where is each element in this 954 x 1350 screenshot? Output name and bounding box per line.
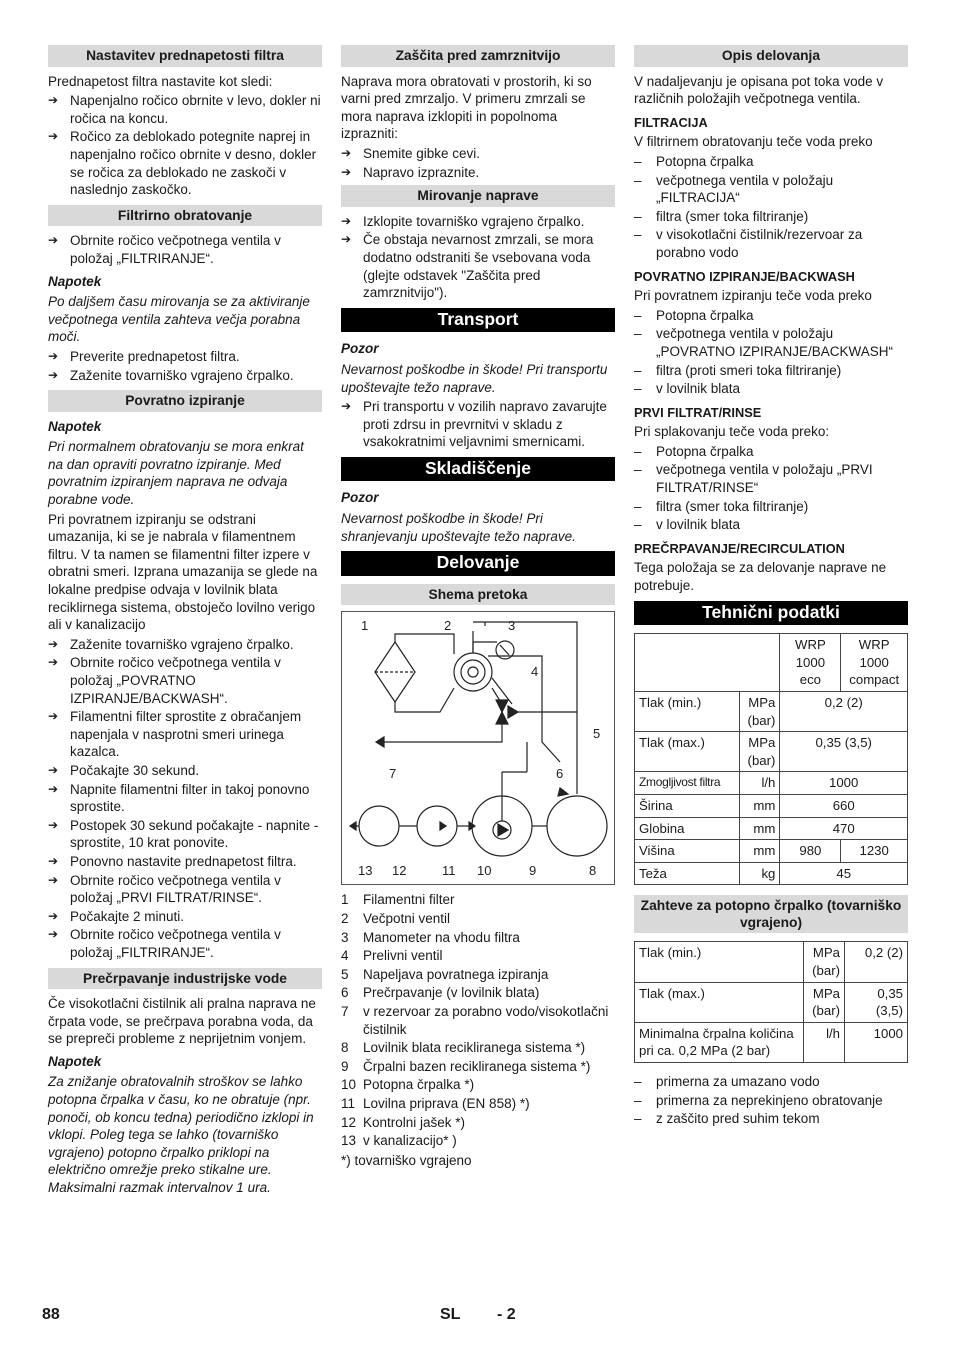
flow-diagram <box>341 611 615 885</box>
legend-item: 3 Manometer na vhodu filtra <box>341 929 520 945</box>
dash-item: – v lovilnik blata <box>634 380 908 398</box>
table-row <box>635 942 908 982</box>
note-label: Napotek <box>48 418 102 434</box>
step-item: ➔ Napravo izpraznite. <box>341 164 615 182</box>
dash-item: – filtra (proti smeri toka filtriranje) <box>634 362 908 380</box>
table-row <box>635 794 908 817</box>
note-text: Pri normalnem obratovanju se mora enkrat na dan opraviti povratno izpiranje. Med povratnim izpiranjem naprava ne odvaja porabne vode. <box>48 439 304 508</box>
dash-list <box>634 443 908 534</box>
step-item: ➔ Obrnite ročico večpotnega ventila v položaj „FILTRIRANJE“. <box>48 232 322 267</box>
subheading-filtration: FILTRACIJA <box>634 114 708 130</box>
section-title-frost-protection: Zaščita pred zamrznitvijo <box>341 45 615 67</box>
step-list <box>48 232 322 267</box>
legend-item: 7 v rezervoar za porabno vodo/visokotlačni čistilnik <box>341 1004 609 1037</box>
page-subnumber: - 2 <box>497 1306 516 1323</box>
step-item: ➔ Počakajte 30 sekund. <box>48 762 322 780</box>
tank-8 <box>547 796 607 856</box>
table-row <box>635 840 908 863</box>
step-item: ➔ Ročico za deblokado potegnite naprej in napenjalno ročico obrnite v desno, dokler se ročica za deblokado ne zaskoči v naslednjo zaskočko. <box>48 128 322 198</box>
table-cell: mm <box>740 817 780 840</box>
subheading-backwash: POVRATNO IZPIRANJE/BACKWASH <box>634 268 855 284</box>
diagram-legend <box>341 891 615 1149</box>
step-item: ➔ Počakajte 2 minuti. <box>48 908 322 926</box>
legend-item: 8 Lovilnik blata recikliranega sistema *) <box>341 1040 586 1056</box>
diagram-number: 3 <box>508 618 516 634</box>
tank-13 <box>359 806 399 846</box>
chapter-title-storage: Skladiščenje <box>341 457 615 482</box>
table-cell: l/h <box>740 772 780 795</box>
legend-item: 13 v kanalizacijo* ) <box>341 1133 457 1149</box>
dash-item: – v visokotlačni čistilnik/rezervoar za porabno vodo <box>634 226 908 261</box>
dash-list <box>634 153 908 262</box>
table-cell: l/h <box>804 1022 845 1062</box>
dash-item: – Potopna črpalka <box>634 307 908 325</box>
diagram-number: 8 <box>589 863 597 879</box>
table-cell: Teža <box>635 862 740 885</box>
step-item: ➔ Napenjalno ročico obrnite v levo, dokler ni ročica na koncu. <box>48 92 322 127</box>
dash-list <box>634 1073 908 1128</box>
table-cell: Globina <box>635 817 740 840</box>
language-code: SL <box>440 1306 461 1323</box>
table-cell: Minimalna črpalna količina pri ca. 0,2 MPa (2 bar) <box>635 1022 804 1062</box>
dash-list <box>634 307 908 398</box>
diagram-number: 13 <box>358 863 373 879</box>
table-cell: 0,35 (3,5) <box>780 732 908 772</box>
paragraph: Tega položaja se za delovanje naprave ne potrebuje. <box>634 560 887 594</box>
table-cell: MPa (bar) <box>804 982 845 1022</box>
note-label: Napotek <box>48 273 102 289</box>
table-row <box>635 692 908 732</box>
section-title-filter-operation: Filtrirno obratovanje <box>48 205 322 227</box>
dash-item: – večpotnega ventila v položaju „POVRATNO IZPIRANJE/BACKWASH“ <box>634 325 908 360</box>
table-cell: 0,2 (2) <box>845 942 908 982</box>
dash-item: – primerna za neprekinjeno obratovanje <box>634 1092 908 1110</box>
table-row <box>635 732 908 772</box>
step-item: ➔ Pri transportu v vozilih napravo zavarujte proti zdrsu in prevrnitvi v skladu z vsakokratnimi veljavnimi smernicami. <box>341 398 615 451</box>
section-title-pump-requirements: Zahteve za potopno črpalko (tovarniško vgrajeno) <box>634 895 908 933</box>
table-cell: kg <box>740 862 780 885</box>
table-cell: Tlak (min.) <box>635 692 740 732</box>
column-middle <box>341 45 615 1171</box>
diagram-number: 6 <box>556 766 564 782</box>
valve-symbol <box>454 653 492 691</box>
note-text: Po daljšem času mirovanja se za aktiviranje večpotnega ventila zahteva večja porabna moči. <box>48 294 310 345</box>
table-row <box>635 982 908 1022</box>
paragraph: V filtrirnem obratovanju teče voda preko <box>634 134 873 150</box>
diagram-number: 10 <box>477 863 492 879</box>
subheading-rinse: PRVI FILTRAT/RINSE <box>634 404 762 420</box>
table-cell: mm <box>740 794 780 817</box>
table-cell: MPa (bar) <box>804 942 845 982</box>
step-item: ➔ Preverite prednapetost filtra. <box>48 348 322 366</box>
chapter-title-transport: Transport <box>341 308 615 333</box>
paragraph: V nadaljevanju je opisana pot toka vode v različnih položajih večpotnega ventila. <box>634 73 884 107</box>
chapter-title-operation: Delovanje <box>341 551 615 576</box>
note-text: Za znižanje obratovalnih stroškov se lahko potopna črpalka v času, ko ne obratuje (npr. ponoči, ob koncu tedna) periodično izklopi in vklopi. Poleg tega se lahko (tovarniško vgrajeno) potopno črpalko priklopi na električno omrežje preko stikalne ure. Maksimalni razmak intervalnov 1 ura. <box>48 1074 314 1196</box>
step-item: ➔ Ponovno nastavite prednapetost filtra. <box>48 853 322 871</box>
legend-item: 9 Črpalni bazen recikliranega sistema *) <box>341 1058 591 1074</box>
table-cell: mm <box>740 840 780 863</box>
warning-text: Nevarnost poškodbe in škode! Pri shranjevanju upoštevajte težo naprave. <box>341 511 576 544</box>
table-cell: MPa (bar) <box>740 692 780 732</box>
step-item: ➔ Zaženite tovarniško vgrajeno črpalko. <box>48 636 322 654</box>
table-cell: 660 <box>780 794 908 817</box>
dash-item: – filtra (smer toka filtriranje) <box>634 208 908 226</box>
dash-item: – primerna za umazano vodo <box>634 1073 908 1091</box>
tank-11 <box>417 806 457 846</box>
step-list <box>48 636 322 962</box>
table-header-cell: WRP 1000 compact <box>841 634 908 692</box>
table-cell: Tlak (min.) <box>635 942 804 982</box>
dash-item: – z zaščito pred suhim tekom <box>634 1110 908 1128</box>
step-list <box>48 348 322 384</box>
step-list <box>341 398 615 451</box>
paragraph: Pri povratnem izpiranju teče voda preko <box>634 288 872 304</box>
table-row <box>635 772 908 795</box>
dash-item: – Potopna črpalka <box>634 153 908 171</box>
step-item: ➔ Obrnite ročico večpotnega ventila v položaj „POVRATNO IZPIRANJE/BACKWASH“. <box>48 654 322 707</box>
step-list <box>341 145 615 181</box>
dash-item: – filtra (smer toka filtriranje) <box>634 498 908 516</box>
table-cell: Zmogljivost filtra <box>635 772 740 795</box>
table-cell: Tlak (max.) <box>635 732 740 772</box>
section-title-function-description: Opis delovanja <box>634 45 908 67</box>
technical-data-table <box>634 633 908 885</box>
section-title-water-recirculation: Prečrpavanje industrijske vode <box>48 968 322 990</box>
pump-requirements-table <box>634 941 908 1063</box>
dash-item: – Potopna črpalka <box>634 443 908 461</box>
section-title-shutdown: Mirovanje naprave <box>341 185 615 207</box>
legend-item: 2 Večpotni ventil <box>341 911 451 927</box>
subheading-recirculation: PREČRPAVANJE/RECIRCULATION <box>634 540 845 556</box>
dash-item: – večpotnega ventila v položaju „FILTRACIJA“ <box>634 172 908 207</box>
legend-item: 5 Napeljava povratnega izpiranja <box>341 966 549 982</box>
paragraph: Pri povratnem izpiranju se odstrani umazanija, ki se je nabrala v filamentnem filtru. V ta namen se filamentni filter izpere v obratni smeri. Izprana umazanija se glede na lokalne predpise odvaja v lovilnik blata reciklirnega sistema, obstoječo lovilno verigo ali v kanalizacijo <box>48 511 318 633</box>
section-title-backwash: Povratno izpiranje <box>48 390 322 412</box>
legend-item: 1 Filamentni filter <box>341 892 455 908</box>
step-item: ➔ Napnite filamentni filter in takoj ponovno sprostite. <box>48 781 322 816</box>
table-cell: 1000 <box>780 772 908 795</box>
step-list <box>341 213 615 302</box>
diagram-number: 2 <box>444 618 452 634</box>
paragraph: Če visokotlačni čistilnik ali pralna naprava ne črpata vode, se prečrpava porabna voda, da se prepreči probleme z neprijetnim vonjem. <box>48 996 316 1047</box>
section-title-flow-diagram: Shema pretoka <box>341 584 615 606</box>
step-item: ➔ Izklopite tovarniško vgrajeno črpalko. <box>341 213 615 231</box>
flow-diagram-svg <box>342 612 616 884</box>
note-label: Napotek <box>48 1053 102 1069</box>
legend-item: 12 Kontrolni jašek *) <box>341 1114 466 1130</box>
step-item: ➔ Če obstaja nevarnost zmrzali, se mora dodatno odstraniti še vsebovana voda (glejte odstavek "Zaščita pred zamrznitvijo"). <box>341 231 615 301</box>
table-cell: 0,2 (2) <box>780 692 908 732</box>
table-row <box>635 862 908 885</box>
step-item: ➔ Snemite gibke cevi. <box>341 145 615 163</box>
table-cell: 0,35 (3,5) <box>845 982 908 1022</box>
table-row <box>635 817 908 840</box>
column-right <box>634 45 908 1130</box>
diagram-number: 11 <box>442 863 456 879</box>
diagram-number: 9 <box>529 863 537 879</box>
warning-text: Nevarnost poškodbe in škode! Pri transportu upoštevajte težo naprave. <box>341 361 608 395</box>
dash-item: – večpotnega ventila v položaju „PRVI FILTRAT/RINSE“ <box>634 461 908 496</box>
table-cell: MPa (bar) <box>740 732 780 772</box>
paragraph: Pri splakovanju teče voda preko: <box>634 424 830 440</box>
step-item: ➔ Obrnite ročico večpotnega ventila v položaj „PRVI FILTRAT/RINSE“. <box>48 872 322 907</box>
legend-item: 10 Potopna črpalka *) <box>341 1077 475 1093</box>
step-item: ➔ Zaženite tovarniško vgrajeno črpalko. <box>48 367 322 385</box>
table-header-cell: WRP 1000 eco <box>780 634 841 692</box>
paragraph: Naprava mora obratovati v prostorih, ki so varni pred zmrzaljo. V primeru zmrzali se mora naprava izklopiti in popolnoma izprazniti: <box>341 73 592 142</box>
step-item: ➔ Obrnite ročico večpotnega ventila v položaj „FILTRIRANJE“. <box>48 926 322 961</box>
legend-item: 4 Prelivni ventil <box>341 948 443 964</box>
step-item: ➔ Filamentni filter sprostite z obračanjem napenjala v nasprotni smeri urinega kazalca. <box>48 708 322 761</box>
warning-label: Pozor <box>341 490 379 506</box>
table-cell: Tlak (max.) <box>635 982 804 1022</box>
dash-item: – v lovilnik blata <box>634 516 908 534</box>
step-list <box>48 92 322 199</box>
table-cell: 470 <box>780 817 908 840</box>
paragraph: Prednapetost filtra nastavite kot sledi: <box>48 73 273 89</box>
diagram-number: 1 <box>361 618 369 634</box>
legend-footnote: *) tovarniško vgrajeno <box>341 1152 472 1168</box>
table-cell: 980 <box>780 840 841 863</box>
column-left <box>48 45 322 1199</box>
diagram-number: 12 <box>392 863 407 879</box>
page-number: 88 <box>42 1306 60 1323</box>
section-title-filter-pretension: Nastavitev prednapetosti filtra <box>48 45 322 67</box>
legend-item: 11 Lovilna priprava (EN 858) *) <box>341 1095 530 1111</box>
table-cell: 1000 <box>845 1022 908 1062</box>
diagram-number: 5 <box>593 726 601 742</box>
chapter-title-technical-data: Tehnični podatki <box>634 601 908 626</box>
table-cell: 45 <box>780 862 908 885</box>
table-row <box>635 1022 908 1062</box>
legend-item: 6 Prečrpavanje (v lovilnik blata) <box>341 985 540 1001</box>
table-row <box>635 634 908 692</box>
table-cell: Višina <box>635 840 740 863</box>
table-cell: Širina <box>635 794 740 817</box>
diagram-number: 7 <box>389 766 397 782</box>
table-cell: 1230 <box>841 840 908 863</box>
diagram-number: 4 <box>531 664 539 680</box>
warning-label: Pozor <box>341 341 379 357</box>
step-item: ➔ Postopek 30 sekund počakajte - napnite - sprostite, 10 krat ponovite. <box>48 817 322 852</box>
